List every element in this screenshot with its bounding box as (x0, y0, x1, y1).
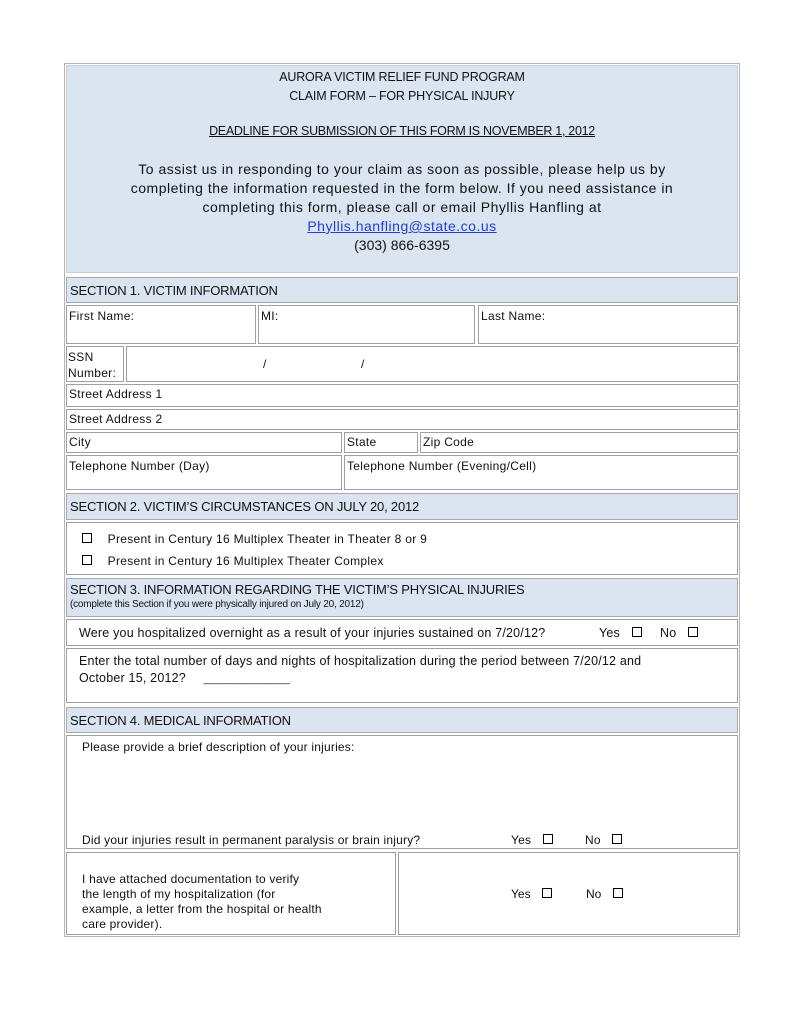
city-field[interactable] (66, 432, 342, 453)
first-name-field[interactable] (66, 305, 256, 344)
option-theater-complex[interactable] (80, 554, 384, 568)
option-theater-8-or-9[interactable] (80, 532, 427, 546)
form-title: CLAIM FORM – FOR PHYSICAL INJURY (289, 89, 515, 103)
injury-description-prompt: Please provide a brief description of your injuries: (82, 740, 355, 754)
hospitalized-yes-checkbox[interactable] (632, 627, 642, 637)
checkbox-theater-complex[interactable] (82, 555, 92, 565)
ssn-slash-1: / (263, 357, 267, 371)
paralysis-no-option[interactable] (585, 833, 624, 847)
paralysis-yes-option[interactable] (511, 833, 555, 847)
hospitalized-yes-option[interactable] (599, 626, 644, 640)
state-label: State (347, 435, 377, 449)
section-3-subtitle: (complete this Section if you were physically injured on July 20, 2012) (70, 599, 364, 610)
section-1-header: SECTION 1. VICTIM INFORMATION (66, 277, 738, 303)
documentation-line-2: the length of my hospitalization (for (82, 887, 276, 901)
documentation-no-option[interactable] (586, 887, 625, 901)
telephone-evening-label: Telephone Number (Evening/Cell) (347, 459, 537, 473)
documentation-line-3: example, a letter from the hospital or health (82, 902, 322, 916)
section-4-header: SECTION 4. MEDICAL INFORMATION (66, 707, 738, 733)
section-3-title: SECTION 3. INFORMATION REGARDING THE VICTIM’S PHYSICAL INJURIES (70, 582, 525, 597)
paralysis-yes-checkbox[interactable] (543, 834, 553, 844)
hospitalized-no-option[interactable] (660, 626, 700, 640)
ssn-label-line-1: SSN (68, 350, 94, 364)
zip-code-label: Zip Code (423, 435, 475, 449)
hospitalized-no-checkbox[interactable] (688, 627, 698, 637)
state-field[interactable] (344, 432, 418, 453)
ssn-label-cell (66, 346, 124, 382)
telephone-day-field[interactable] (66, 455, 342, 490)
documentation-line-1: I have attached documentation to verify (82, 872, 300, 886)
instructions-line-1: To assist us in responding to your claim as soon as possible, please help us by (138, 161, 666, 177)
section-3-header (66, 578, 738, 617)
documentation-yes-label: Yes (511, 887, 531, 901)
paralysis-no-label: No (585, 833, 601, 847)
checkbox-theater-8-or-9[interactable] (82, 533, 92, 543)
middle-initial-field[interactable] (258, 305, 475, 344)
documentation-line-4: care provider). (82, 917, 163, 931)
paralysis-question: Did your injuries result in permanent paralysis or brain injury? (82, 833, 421, 847)
city-label: City (69, 435, 91, 449)
option-theater-8-or-9-label: Present in Century 16 Multiplex Theater in Theater 8 or 9 (107, 532, 428, 546)
documentation-no-checkbox[interactable] (613, 888, 623, 898)
hospitalization-days-row (66, 648, 738, 703)
hospitalized-question: Were you hospitalized overnight as a result of your injuries sustained on 7/20/12? (79, 626, 546, 640)
days-question-line-1: Enter the total number of days and nights of hospitalization during the period between 7/20/12 and (79, 654, 642, 668)
ssn-label-line-2: Number: (68, 366, 117, 380)
days-question-text: October 15, 2012? (79, 671, 186, 685)
email-link-text[interactable]: Phyllis.hanfling@state.co.us (307, 218, 497, 234)
deadline-notice: DEADLINE FOR SUBMISSION OF THIS FORM IS NOVEMBER 1, 2012 (209, 124, 595, 138)
zip-code-field[interactable] (420, 432, 738, 453)
documentation-statement-cell (66, 852, 396, 935)
program-title: AURORA VICTIM RELIEF FUND PROGRAM (279, 70, 525, 84)
telephone-evening-field[interactable] (344, 455, 738, 490)
ssn-slash-2: / (361, 357, 365, 371)
injury-description-field[interactable] (66, 735, 738, 849)
ssn-number-field[interactable] (126, 346, 738, 382)
street-address-2-field[interactable] (66, 409, 738, 430)
section-2-options (66, 522, 738, 575)
option-theater-complex-label: Present in Century 16 Multiplex Theater Complex (107, 554, 384, 568)
telephone-day-label: Telephone Number (Day) (69, 459, 210, 473)
documentation-yes-checkbox[interactable] (542, 888, 552, 898)
hospitalized-question-row (66, 619, 738, 646)
days-question-line-2 (79, 671, 290, 685)
instructions-line-2: completing the information requested in the form below. If you need assistance in (130, 180, 674, 196)
street-address-2-label: Street Address 2 (69, 412, 163, 426)
documentation-no-label: No (586, 887, 602, 901)
documentation-answer-cell (398, 852, 738, 935)
last-name-label: Last Name: (481, 309, 546, 323)
street-address-1-label: Street Address 1 (69, 387, 163, 401)
section-2-header: SECTION 2. VICTIM’S CIRCUMSTANCES ON JULY 20, 2012 (66, 493, 738, 520)
days-input-blank[interactable]: _______________ (203, 674, 291, 685)
street-address-1-field[interactable] (66, 384, 738, 407)
instructions-line-3: completing this form, please call or email Phyllis Hanfling at (202, 199, 602, 215)
first-name-label: First Name: (69, 309, 135, 323)
paralysis-no-checkbox[interactable] (612, 834, 622, 844)
mi-label: MI: (261, 309, 279, 323)
form-header (66, 65, 738, 273)
contact-email-link[interactable] (67, 218, 737, 234)
hospitalized-yes-label: Yes (599, 626, 620, 640)
paralysis-yes-label: Yes (511, 833, 532, 847)
hospitalized-no-label: No (660, 626, 677, 640)
last-name-field[interactable] (478, 305, 738, 344)
documentation-yes-option[interactable] (511, 887, 554, 901)
contact-phone: (303) 866-6395 (354, 237, 450, 253)
